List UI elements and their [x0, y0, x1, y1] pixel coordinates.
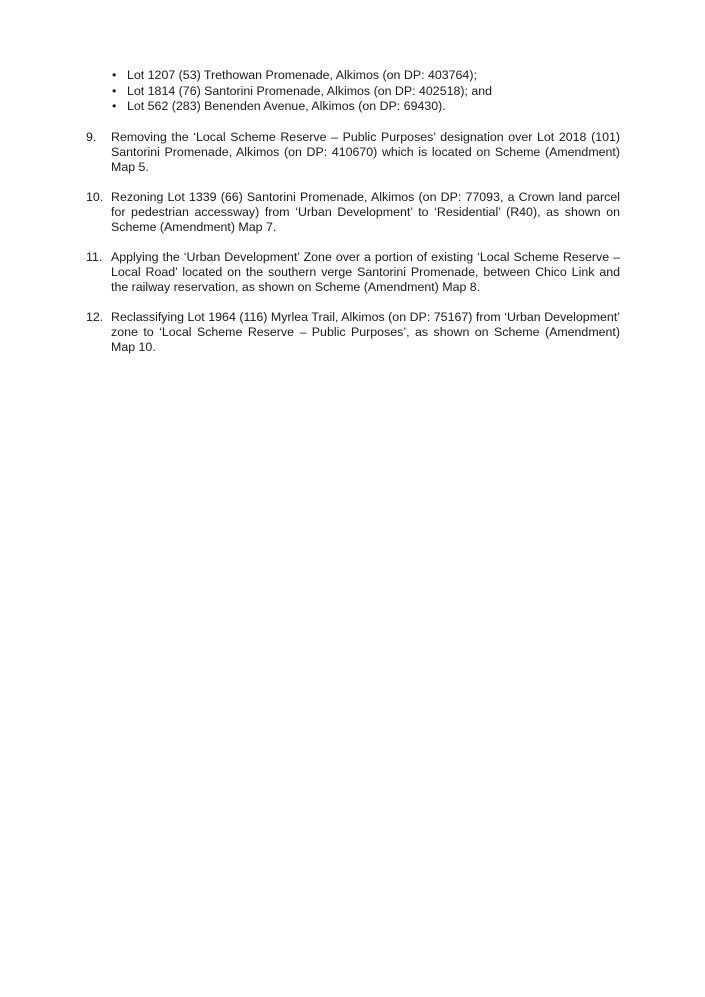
numbered-item-12: [86, 310, 621, 356]
item-text: Removing the ‘Local Scheme Reserve – Public Purposes’ designation over Lot 2018 (101) Santorini Promenade, Alkimos (on DP: 410670) which is located on Scheme (Amendment) Map 5.: [111, 130, 620, 175]
list-item: [112, 84, 612, 100]
item-number: 12.: [86, 310, 104, 324]
list-item: [112, 68, 612, 84]
bullet-marker: •: [112, 68, 117, 82]
numbered-item-10: [86, 190, 621, 236]
item-number: 10.: [86, 190, 104, 204]
numbered-item-11: [86, 250, 621, 296]
bullet-text: Lot 1814 (76) Santorini Promenade, Alkimos (on DP: 402518); and: [127, 83, 493, 98]
item-number: 11.: [86, 250, 103, 264]
item-text: Reclassifying Lot 1964 (116) Myrlea Trail, Alkimos (on DP: 75167) from ‘Urban Development’ zone to ‘Local Scheme Reserve – Public Purposes’, as shown on Scheme (Amendment) Map 10.: [111, 310, 620, 355]
item-text: Applying the ‘Urban Development’ Zone over a portion of existing ‘Local Scheme Reserve – Local Road’ located on the southern verge Santorini Promenade, between Chico Link and the railway reservation, as shown on Scheme (Amendment) Map 8.: [111, 250, 620, 295]
bullet-marker: •: [112, 99, 117, 114]
bullet-text: Lot 1207 (53) Trethowan Promenade, Alkimos (on DP: 403764);: [127, 68, 477, 82]
item-text: Rezoning Lot 1339 (66) Santorini Promenade, Alkimos (on DP: 77093, a Crown land parcel for pedestrian accessway) from ‘Urban Development’ to ‘Residential’ (R40), as shown on Scheme (Amendment) Map 7.: [111, 190, 620, 235]
item-number: 9.: [86, 130, 97, 144]
numbered-item-9: [86, 130, 621, 176]
bullet-text: Lot 562 (283) Benenden Avenue, Alkimos (on DP: 69430).: [127, 99, 446, 114]
list-item: [112, 99, 612, 115]
lot-bullet-list: [112, 68, 612, 115]
bullet-marker: •: [112, 83, 117, 98]
